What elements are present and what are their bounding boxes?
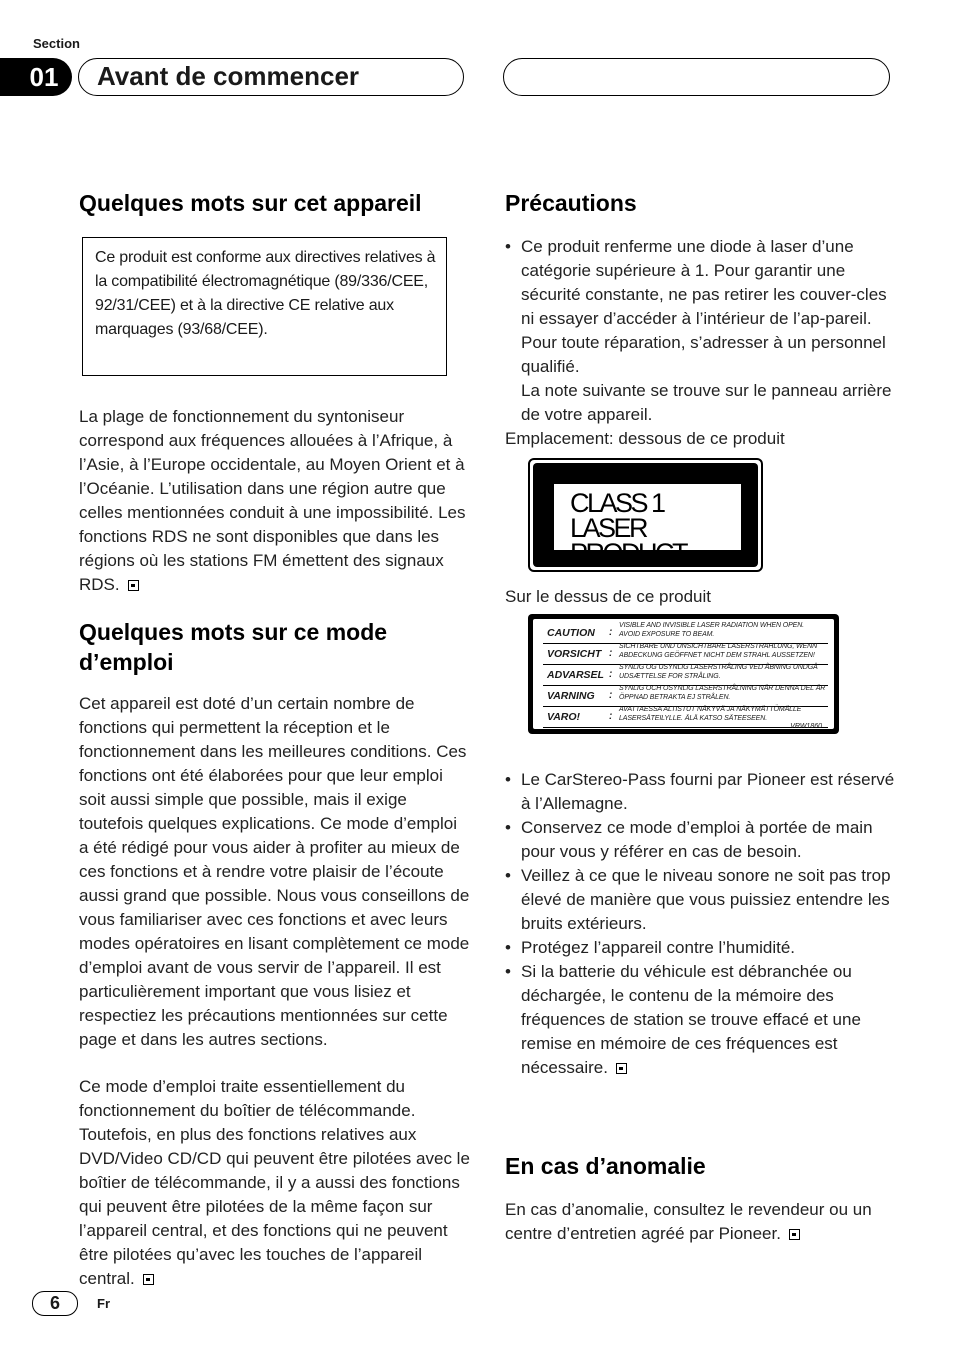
- caution-row-label: VARO!: [547, 711, 581, 723]
- precautions-list-2: [505, 768, 897, 1080]
- section-number-badge: 01: [0, 58, 72, 96]
- list-item-text: Si la batterie du véhicule est débranchée ou déchargée, le contenu de la mémoire des fréquences de station se trouve effacé et une remise en mémoire de ces fréquences est nécessaire.: [521, 962, 861, 1077]
- caution-row-text: LASERSÄTEILYLLE. ÄLÄ KATSO SÄTEESEEN.: [619, 715, 768, 722]
- paragraph-tuner-range-text: La plage de fonctionnement du syntoniseur correspond aux fréquences allouées à l’Afrique, à l’Asie, à l’Europe occidentale, au Moyen Orient et à l’Océanie. L’utilisation dans une région autre que celles mentionnées conduit à une impossibilité. Les fonctions RDS ne sont disponibles que dans les régions où les stations FM émettent des signaux RDS.: [79, 407, 466, 594]
- caution-row-text: AVOID EXPOSURE TO BEAM.: [619, 631, 715, 638]
- caution-row-label: ADVARSEL: [547, 669, 604, 681]
- precautions-list-1: [505, 235, 895, 427]
- paragraph-anomalie: [505, 1198, 890, 1246]
- caution-row-text: ÖPPNAD BETRAKTA EJ STRÅLEN.: [619, 694, 731, 701]
- caution-row-text: SYNLIG OCH OSYNLIG LASERSTRÅLNING NÄR DENNA DEL ÄR: [619, 685, 826, 692]
- caution-row-text: SYNLIG OG USYNLIG LASERSTRÅLING VED ÅBNING UNDGÅ: [619, 664, 818, 671]
- class1-laser-label: [528, 458, 763, 572]
- laser-line-1: CLASS 1: [570, 488, 664, 518]
- list-item: • Protégez l’appareil contre l’humidité.: [505, 936, 897, 960]
- paragraph-remote-control-text: Ce mode d’emploi traite essentiellement du fonctionnement du boîtier de télécommande. Toutefois, en plus des fonctions relatives aux DVD/Video CD/CD qui peuvent être pilotées avec le boîtier de télécommande, il y a aussi des fonctions qui peuvent être pilotées de la même façon sur l’appareil central, et des fonctions qui ne peuvent être pilotées qu’avec les touches de l’appareil central.: [79, 1077, 470, 1288]
- paragraph-anomalie-text: En cas d’anomalie, consultez le revendeur ou un centre d’entretien agréé par Pioneer.: [505, 1200, 872, 1243]
- list-item: [505, 960, 897, 1080]
- caution-row-label: CAUTION: [547, 627, 595, 639]
- section-label: Section: [33, 36, 80, 51]
- paragraph-tuner-range: [79, 405, 469, 597]
- end-mark-icon: [143, 1274, 154, 1285]
- caution-row-text: SICHTBARE UND UNSICHTBARE LASERSTRAHLUNG, WENN: [619, 643, 818, 650]
- page-number: 6: [32, 1291, 78, 1316]
- list-item: • Veillez à ce que le niveau sonore ne soit pas trop élevé de manière que vous puissiez entendre les bruits extérieurs.: [505, 864, 897, 936]
- location-bottom: Emplacement: dessous de ce produit: [505, 429, 785, 448]
- caution-row: CAUTION : VISIBLE AND INVISIBLE LASER RADIATION WHEN OPEN. AVOID EXPOSURE TO BEAM.: [543, 622, 828, 644]
- section-title: Avant de commencer: [78, 58, 464, 96]
- end-mark-icon: [128, 580, 139, 591]
- caution-warning-label: [528, 614, 839, 734]
- bullet-laser-diode: Ce produit renferme une diode à laser d’une catégorie supérieure à 1. Pour garantir une sécurité constante, ne pas retirer les couver-cles ni essayer d’accéder à l’intérieur de l’ap-pareil. Pour toute réparation, s’adresser à un personnel qualifié.: [521, 237, 887, 376]
- caution-row-label: VORSICHT: [547, 648, 602, 660]
- heading-en-cas-anomalie: En cas d’anomalie: [505, 1153, 706, 1179]
- caution-label-body: [533, 619, 834, 729]
- heading-quelques-mots-mode-emploi: Quelques mots sur ce mode d’emploi: [79, 619, 388, 675]
- bullet-laser-note: La note suivante se trouve sur le panneau arrière de votre appareil.: [521, 381, 892, 424]
- list-item: [505, 235, 895, 427]
- ce-notice-box: Ce produit est conforme aux directives relatives à la compatibilité électromagnétique (89/336/CEE, 92/31/CEE) et à la directive CE relative aux marquages (93/68/CEE).: [82, 237, 447, 376]
- caution-row: VARO! : AVATTAESSA ALTISTUT NÄKYVÄ JA NÄKYMÄTTÖMÄLLE LASERSÄTEILYLLE. ÄLÄ KATSO SÄTEESEEN.: [543, 706, 828, 728]
- caution-row-text: UDSÆTTELSE FOR STRÅLING.: [619, 673, 721, 680]
- section-title-box-empty: [503, 58, 890, 96]
- caution-row-label: VARNING: [547, 690, 595, 702]
- end-mark-icon: [616, 1063, 627, 1074]
- caution-row: VORSICHT : SICHTBARE UND UNSICHTBARE LASERSTRAHLUNG, WENN ABDECKUNG GEÖFFNET NICHT DEM STRAHL AUSSETZEN!: [543, 643, 828, 665]
- laser-line-2: LASER PRODUCT: [570, 513, 686, 568]
- end-mark-icon: [789, 1229, 800, 1240]
- caution-row-text: VISIBLE AND INVISIBLE LASER RADIATION WHEN OPEN.: [619, 622, 805, 629]
- caution-row-text: ABDECKUNG GEÖFFNET NICHT DEM STRAHL AUSSETZEN!: [619, 652, 815, 659]
- heading-precautions: Précautions: [505, 190, 637, 216]
- caution-row: VARNING : SYNLIG OCH OSYNLIG LASERSTRÅLNING NÄR DENNA DEL ÄR ÖPPNAD BETRAKTA EJ STRÅLEN.: [543, 685, 828, 707]
- list-item: • Le CarStereo-Pass fourni par Pioneer est réservé à l’Allemagne.: [505, 768, 897, 816]
- location-top: Sur le dessus de ce produit: [505, 587, 712, 606]
- laser-label-text: [554, 484, 741, 568]
- caution-row-text: AVATTAESSA ALTISTUT NÄKYVÄ JA NÄKYMÄTTÖMÄLLE: [619, 706, 802, 713]
- heading-quelques-mots-appareil: Quelques mots sur cet appareil: [79, 190, 422, 216]
- paragraph-manual-intro: Cet appareil est doté d’un certain nombre de fonctions qui permettent la réception et le fonctionnement dans les meilleures conditions. Ces fonctions ont été élaborées pour que leur emploi soit aussi simple que possible, mais il exige toutefois quelques explications. Ce mode d’emploi a été rédigé pour vous aider à profiter au mieux de ces fonctions et à rendre votre plaisir de l’écoute aussi grand que possible. Nous vous conseillons de vous familiariser avec ces fonctions et avec leurs modes opératoires en lisant complètement ce mode d’emploi avant de vous servir de l’appareil. Il est particulièrement important que vous lisiez et respectiez les précautions mentionnées sur cette page et dans les autres sections.: [79, 694, 470, 1049]
- paragraph-remote-control: [79, 1075, 471, 1291]
- list-item: • Conservez ce mode d’emploi à portée de main pour vous y référer en cas de besoin.: [505, 816, 897, 864]
- caution-row: ADVARSEL : SYNLIG OG USYNLIG LASERSTRÅLING VED ÅBNING UNDGÅ UDSÆTTELSE FOR STRÅLING.: [543, 664, 828, 686]
- caution-label-code: VRW1860: [790, 723, 822, 730]
- language-code: Fr: [97, 1296, 110, 1311]
